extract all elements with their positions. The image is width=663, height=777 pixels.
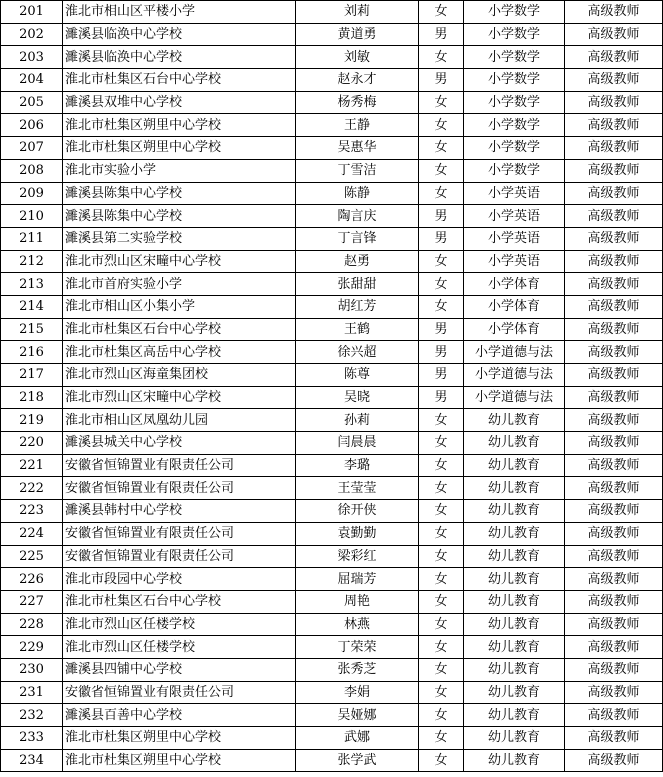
title-cell: 高级教师 [565,681,663,704]
table-body [1,1,663,772]
school-cell: 濉溪县韩村中心学校 [63,500,296,523]
subject-cell: 幼儿教育 [464,454,565,477]
teacher-name-cell: 陈静 [296,182,419,205]
table-row [1,205,663,228]
subject-cell: 小学英语 [464,182,565,205]
school-cell: 濉溪县城关中心学校 [63,432,296,455]
teacher-name-cell: 胡红芳 [296,295,419,318]
subject-cell: 小学体育 [464,318,565,341]
teacher-name-cell: 孙莉 [296,409,419,432]
title-cell: 高级教师 [565,114,663,137]
gender-cell: 女 [419,545,464,568]
school-cell: 淮北市杜集区朔里中心学校 [63,749,296,772]
gender-cell: 男 [419,386,464,409]
row-number-cell: 233 [1,727,63,750]
table-row [1,568,663,591]
row-number-cell: 224 [1,522,63,545]
gender-cell: 男 [419,205,464,228]
gender-cell: 男 [419,23,464,46]
table-row [1,704,663,727]
row-number-cell: 225 [1,545,63,568]
subject-cell: 幼儿教育 [464,409,565,432]
school-cell: 淮北市杜集区朔里中心学校 [63,114,296,137]
school-cell: 淮北市首府实验小学 [63,273,296,296]
teacher-name-cell: 闫晨晨 [296,432,419,455]
table-row [1,137,663,160]
title-cell: 高级教师 [565,205,663,228]
subject-cell: 小学英语 [464,227,565,250]
gender-cell: 女 [419,250,464,273]
teacher-name-cell: 陶言庆 [296,205,419,228]
gender-cell: 女 [419,454,464,477]
title-cell: 高级教师 [565,227,663,250]
row-number-cell: 222 [1,477,63,500]
row-number-cell: 223 [1,500,63,523]
teacher-name-cell: 徐开侠 [296,500,419,523]
title-cell: 高级教师 [565,69,663,92]
title-cell: 高级教师 [565,454,663,477]
teacher-name-cell: 吴惠华 [296,137,419,160]
table-row [1,364,663,387]
row-number-cell: 232 [1,704,63,727]
row-number-cell: 207 [1,137,63,160]
school-cell: 淮北市烈山区任楼学校 [63,613,296,636]
row-number-cell: 202 [1,23,63,46]
subject-cell: 小学数学 [464,23,565,46]
table-row [1,250,663,273]
school-cell: 濉溪县临涣中心学校 [63,23,296,46]
subject-cell: 幼儿教育 [464,568,565,591]
subject-cell: 小学数学 [464,1,565,24]
gender-cell: 女 [419,727,464,750]
subject-cell: 小学道德与法 [464,364,565,387]
subject-cell: 小学数学 [464,46,565,69]
table-row [1,318,663,341]
row-number-cell: 210 [1,205,63,228]
row-number-cell: 221 [1,454,63,477]
teacher-name-cell: 丁雪洁 [296,159,419,182]
gender-cell: 女 [419,114,464,137]
gender-cell: 女 [419,681,464,704]
table-row [1,636,663,659]
school-cell: 淮北市烈山区宋疃中心学校 [63,250,296,273]
subject-cell: 幼儿教育 [464,749,565,772]
school-cell: 淮北市杜集区朔里中心学校 [63,137,296,160]
school-cell: 淮北市杜集区石台中心学校 [63,69,296,92]
gender-cell: 男 [419,318,464,341]
row-number-cell: 220 [1,432,63,455]
row-number-cell: 203 [1,46,63,69]
school-cell: 濉溪县双堆中心学校 [63,91,296,114]
gender-cell: 女 [419,273,464,296]
table-row [1,295,663,318]
title-cell: 高级教师 [565,318,663,341]
title-cell: 高级教师 [565,409,663,432]
subject-cell: 小学数学 [464,159,565,182]
title-cell: 高级教师 [565,590,663,613]
school-cell: 濉溪县陈集中心学校 [63,182,296,205]
teacher-name-cell: 刘莉 [296,1,419,24]
title-cell: 高级教师 [565,704,663,727]
school-cell: 淮北市相山区凤凰幼儿园 [63,409,296,432]
subject-cell: 幼儿教育 [464,545,565,568]
row-number-cell: 230 [1,658,63,681]
title-cell: 高级教师 [565,432,663,455]
title-cell: 高级教师 [565,91,663,114]
subject-cell: 幼儿教育 [464,477,565,500]
teacher-name-cell: 王莹莹 [296,477,419,500]
gender-cell: 女 [419,409,464,432]
table-row [1,91,663,114]
subject-cell: 小学数学 [464,69,565,92]
teacher-name-cell: 张秀芝 [296,658,419,681]
title-cell: 高级教师 [565,182,663,205]
row-number-cell: 231 [1,681,63,704]
row-number-cell: 209 [1,182,63,205]
row-number-cell: 216 [1,341,63,364]
table-row [1,613,663,636]
teacher-name-cell: 李璐 [296,454,419,477]
title-cell: 高级教师 [565,364,663,387]
gender-cell: 男 [419,364,464,387]
table-row [1,522,663,545]
table-row [1,658,663,681]
row-number-cell: 201 [1,1,63,24]
school-cell: 安徽省恒锦置业有限责任公司 [63,477,296,500]
table-row [1,114,663,137]
row-number-cell: 214 [1,295,63,318]
subject-cell: 幼儿教育 [464,658,565,681]
title-cell: 高级教师 [565,23,663,46]
table-row [1,227,663,250]
subject-cell: 幼儿教育 [464,681,565,704]
school-cell: 淮北市段园中心学校 [63,568,296,591]
table-row [1,681,663,704]
teacher-name-cell: 梁彩红 [296,545,419,568]
gender-cell: 女 [419,432,464,455]
teacher-name-cell: 丁言锋 [296,227,419,250]
gender-cell: 女 [419,477,464,500]
gender-cell: 女 [419,658,464,681]
table-row [1,69,663,92]
title-cell: 高级教师 [565,658,663,681]
gender-cell: 男 [419,227,464,250]
row-number-cell: 206 [1,114,63,137]
table-row [1,386,663,409]
teacher-name-cell: 屈瑞芳 [296,568,419,591]
gender-cell: 女 [419,568,464,591]
school-cell: 淮北市烈山区宋疃中心学校 [63,386,296,409]
teacher-name-cell: 王鹤 [296,318,419,341]
row-number-cell: 218 [1,386,63,409]
subject-cell: 小学体育 [464,273,565,296]
gender-cell: 女 [419,522,464,545]
row-number-cell: 219 [1,409,63,432]
teacher-name-cell: 张学武 [296,749,419,772]
title-cell: 高级教师 [565,500,663,523]
title-cell: 高级教师 [565,1,663,24]
table-row [1,454,663,477]
table-row [1,273,663,296]
subject-cell: 小学数学 [464,91,565,114]
gender-cell: 女 [419,91,464,114]
teacher-name-cell: 丁荣荣 [296,636,419,659]
gender-cell: 女 [419,636,464,659]
title-cell: 高级教师 [565,137,663,160]
teacher-name-cell: 赵勇 [296,250,419,273]
subject-cell: 幼儿教育 [464,522,565,545]
gender-cell: 女 [419,590,464,613]
title-cell: 高级教师 [565,568,663,591]
gender-cell: 男 [419,69,464,92]
table-row [1,545,663,568]
title-cell: 高级教师 [565,386,663,409]
subject-cell: 小学道德与法 [464,386,565,409]
school-cell: 淮北市杜集区朔里中心学校 [63,727,296,750]
subject-cell: 小学英语 [464,250,565,273]
subject-cell: 小学体育 [464,295,565,318]
table-row [1,23,663,46]
row-number-cell: 212 [1,250,63,273]
gender-cell: 女 [419,613,464,636]
gender-cell: 女 [419,295,464,318]
subject-cell: 幼儿教育 [464,500,565,523]
table-row [1,159,663,182]
title-cell: 高级教师 [565,341,663,364]
title-cell: 高级教师 [565,159,663,182]
teacher-name-cell: 徐兴超 [296,341,419,364]
school-cell: 淮北市相山区平楼小学 [63,1,296,24]
row-number-cell: 208 [1,159,63,182]
subject-cell: 幼儿教育 [464,590,565,613]
teacher-name-cell: 吴晓 [296,386,419,409]
subject-cell: 小学道德与法 [464,341,565,364]
table-row [1,432,663,455]
row-number-cell: 213 [1,273,63,296]
school-cell: 濉溪县四铺中心学校 [63,658,296,681]
school-cell: 安徽省恒锦置业有限责任公司 [63,454,296,477]
title-cell: 高级教师 [565,522,663,545]
teacher-name-cell: 张甜甜 [296,273,419,296]
school-cell: 濉溪县临涣中心学校 [63,46,296,69]
school-cell: 濉溪县百善中心学校 [63,704,296,727]
row-number-cell: 227 [1,590,63,613]
table-row [1,341,663,364]
subject-cell: 小学数学 [464,137,565,160]
gender-cell: 女 [419,159,464,182]
school-cell: 淮北市烈山区海童集团校 [63,364,296,387]
teacher-name-cell: 陈尊 [296,364,419,387]
title-cell: 高级教师 [565,273,663,296]
gender-cell: 男 [419,341,464,364]
school-cell: 安徽省恒锦置业有限责任公司 [63,681,296,704]
subject-cell: 幼儿教育 [464,613,565,636]
title-cell: 高级教师 [565,477,663,500]
gender-cell: 女 [419,46,464,69]
row-number-cell: 226 [1,568,63,591]
teacher-name-cell: 林燕 [296,613,419,636]
table-row [1,409,663,432]
subject-cell: 小学英语 [464,205,565,228]
table-row [1,182,663,205]
teacher-name-cell: 李娟 [296,681,419,704]
row-number-cell: 228 [1,613,63,636]
table-row [1,727,663,750]
title-cell: 高级教师 [565,250,663,273]
teacher-name-cell: 吴娅娜 [296,704,419,727]
row-number-cell: 229 [1,636,63,659]
table-row [1,477,663,500]
title-cell: 高级教师 [565,295,663,318]
teacher-name-cell: 周艳 [296,590,419,613]
gender-cell: 女 [419,500,464,523]
school-cell: 淮北市相山区小集小学 [63,295,296,318]
school-cell: 淮北市杜集区高岳中心学校 [63,341,296,364]
teacher-name-cell: 袁勤勤 [296,522,419,545]
teacher-name-cell: 武娜 [296,727,419,750]
row-number-cell: 215 [1,318,63,341]
subject-cell: 幼儿教育 [464,704,565,727]
row-number-cell: 234 [1,749,63,772]
school-cell: 淮北市杜集区石台中心学校 [63,590,296,613]
table-row [1,590,663,613]
gender-cell: 女 [419,182,464,205]
row-number-cell: 205 [1,91,63,114]
title-cell: 高级教师 [565,727,663,750]
title-cell: 高级教师 [565,636,663,659]
table-row [1,46,663,69]
school-cell: 安徽省恒锦置业有限责任公司 [63,545,296,568]
school-cell: 淮北市杜集区石台中心学校 [63,318,296,341]
school-cell: 安徽省恒锦置业有限责任公司 [63,522,296,545]
gender-cell: 女 [419,137,464,160]
teacher-name-cell: 赵永才 [296,69,419,92]
school-cell: 淮北市实验小学 [63,159,296,182]
subject-cell: 幼儿教育 [464,636,565,659]
school-cell: 濉溪县第二实验学校 [63,227,296,250]
gender-cell: 女 [419,749,464,772]
title-cell: 高级教师 [565,749,663,772]
teacher-name-cell: 杨秀梅 [296,91,419,114]
table-row [1,500,663,523]
subject-cell: 幼儿教育 [464,727,565,750]
row-number-cell: 204 [1,69,63,92]
table-row [1,1,663,24]
teacher-name-cell: 刘敏 [296,46,419,69]
school-cell: 濉溪县陈集中心学校 [63,205,296,228]
teacher-name-cell: 王静 [296,114,419,137]
row-number-cell: 217 [1,364,63,387]
title-cell: 高级教师 [565,613,663,636]
row-number-cell: 211 [1,227,63,250]
subject-cell: 小学数学 [464,114,565,137]
teacher-name-cell: 黄道勇 [296,23,419,46]
school-cell: 淮北市烈山区任楼学校 [63,636,296,659]
title-cell: 高级教师 [565,46,663,69]
subject-cell: 幼儿教育 [464,432,565,455]
table-row [1,749,663,772]
gender-cell: 女 [419,704,464,727]
title-cell: 高级教师 [565,545,663,568]
gender-cell: 女 [419,1,464,24]
